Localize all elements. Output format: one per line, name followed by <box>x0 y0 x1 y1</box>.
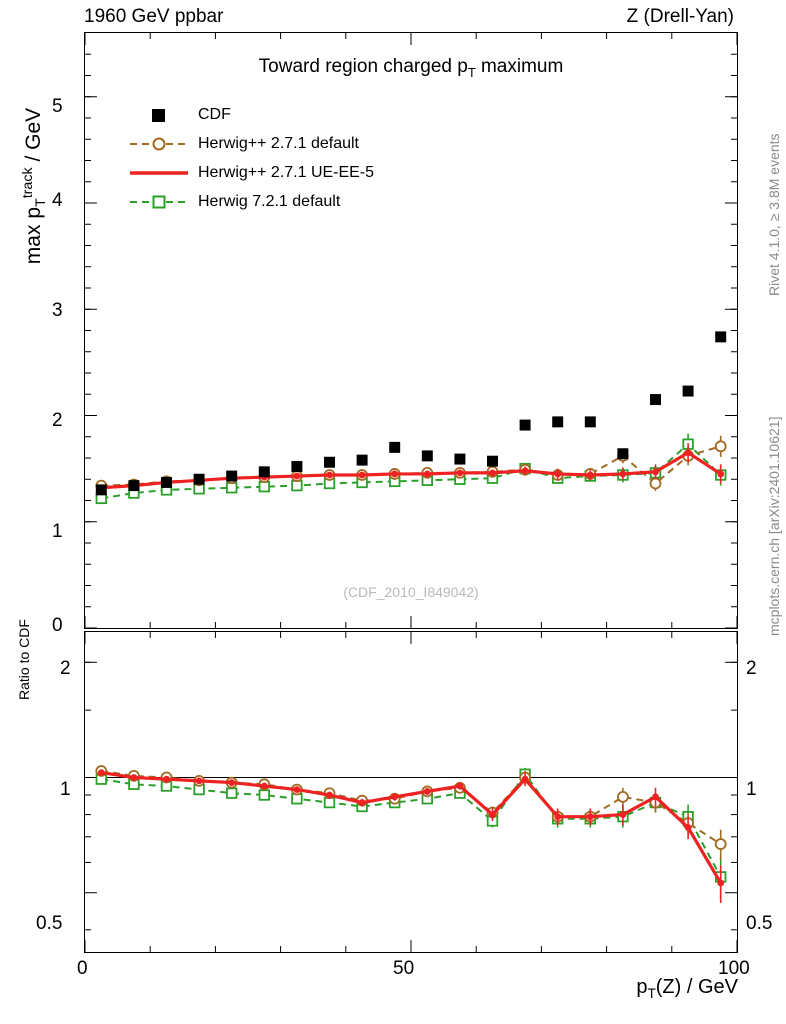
y-axis-label-main-sup: track <box>20 167 36 199</box>
legend-label-herwig7-default: Herwig 7.2.1 default <box>198 192 341 210</box>
legend-label-herwigpp-default: Herwig++ 2.7.1 default <box>198 134 359 152</box>
x-axis-label <box>636 976 738 1001</box>
legend-item-cdf[interactable] <box>128 100 374 129</box>
plot-title-prefix: Toward region charged p <box>258 56 468 77</box>
legend-item-herwigpp-default[interactable] <box>128 129 374 158</box>
ratio-ytick-left-1: 1 <box>60 779 71 800</box>
xtick-0: 0 <box>77 958 88 979</box>
legend-item-herwig7-default[interactable] <box>128 187 374 216</box>
plot-title-sub: T <box>467 64 476 80</box>
main-ytick-3: 3 <box>52 300 63 321</box>
ratio-plot-area <box>85 632 737 952</box>
main-ytick-1: 1 <box>52 521 63 542</box>
ratio-plot-canvas <box>85 632 737 952</box>
y-axis-label-ratio: Ratio to CDF <box>16 619 32 700</box>
marker-square-black-icon <box>128 105 190 125</box>
main-ytick-2: 2 <box>52 410 63 431</box>
legend-key-herwigpp-ueee5 <box>128 163 190 183</box>
solid-line-icon <box>128 163 190 183</box>
y-axis-label-main-prefix: max p <box>22 207 45 265</box>
plot-title <box>84 56 738 80</box>
x-axis-label-sub: T <box>647 986 656 1001</box>
x-axis-label-prefix: p <box>636 976 648 998</box>
mcplots-source-caption: mcplots.cern.ch [arXiv:2401.10621] <box>766 416 782 636</box>
main-ytick-4: 4 <box>52 190 63 211</box>
rivet-version-caption: Rivet 4.1.0, ≥ 3.8M events <box>766 133 782 296</box>
header-beam-label: 1960 GeV ppbar <box>84 6 224 27</box>
legend-key-herwig7-default <box>128 192 190 212</box>
ratio-plot-frame <box>84 631 738 953</box>
ratio-ytick-right-0: 0.5 <box>746 913 773 934</box>
legend-item-herwigpp-ueee5[interactable] <box>128 158 374 187</box>
analysis-id-watermark: (CDF_2010_I849042) <box>343 584 479 600</box>
y-axis-label-main <box>0 0 50 265</box>
legend-label-herwigpp-ueee5: Herwig++ 2.7.1 UE-EE-5 <box>198 163 375 181</box>
y-axis-label-main-sub: T <box>33 198 50 207</box>
x-axis-label-suffix: (Z) / GeV <box>655 976 738 998</box>
xtick-100: 100 <box>718 958 750 979</box>
ratio-ytick-right-2: 2 <box>746 658 757 679</box>
header-process-label: Z (Drell-Yan) <box>626 6 734 27</box>
ratio-ytick-left-2: 2 <box>60 658 71 679</box>
plot-title-suffix: maximum <box>475 56 564 77</box>
xtick-50: 50 <box>393 958 415 979</box>
legend-key-cdf <box>128 105 190 125</box>
ratio-ytick-left-0: 0.5 <box>36 913 63 934</box>
legend <box>128 100 374 216</box>
main-ytick-5: 5 <box>52 96 63 117</box>
legend-label-cdf: CDF <box>198 105 231 123</box>
y-axis-label-main-suffix: / GeV <box>22 107 45 168</box>
ratio-ytick-right-1: 1 <box>746 779 757 800</box>
main-ytick-0: 0 <box>52 615 63 636</box>
legend-key-herwigpp-default <box>128 134 190 154</box>
dashed-open-square-icon <box>128 192 190 212</box>
dashed-open-circle-icon <box>128 134 190 154</box>
